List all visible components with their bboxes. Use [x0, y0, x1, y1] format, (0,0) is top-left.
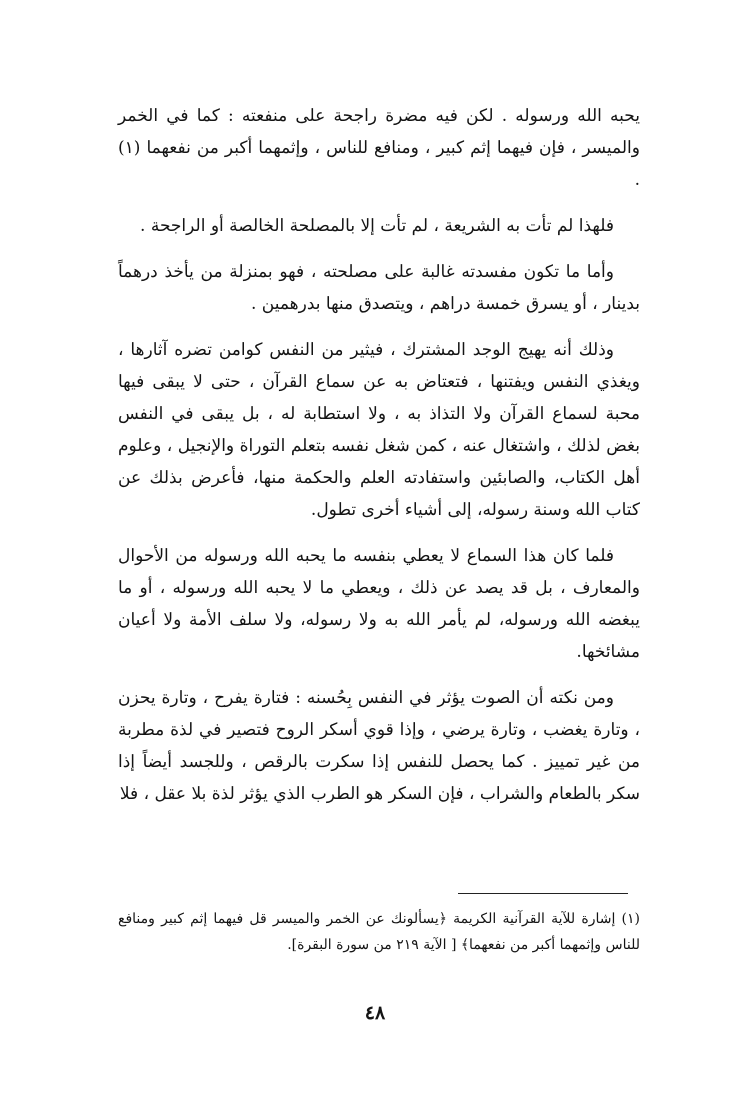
- paragraph-5: فلما كان هذا السماع لا يعطي بنفسه ما يحبه الله ورسوله من الأحوال والمعارف ، بل قد يصد عن ذلك ، ويعطي ما لا يحبه الله ورسوله ، أو ما يبغضه الله ورسوله، لم يأمر الله به ولا رسوله، ولا سلف الأمة ولا أعيان مشائخها.: [118, 546, 640, 662]
- paragraph-2: فلهذا لم تأت به الشريعة ، لم تأت إلا بالمصلحة الخالصة أو الراجحة .: [140, 216, 614, 236]
- paragraph-3: وأما ما تكون مفسدته غالبة على مصلحته ، فهو بمنزلة من يأخذ درهماً بدينار ، أو يسرق خمسة دراهم ، ويتصدق منها بدرهمين .: [118, 262, 640, 314]
- page-number: ٤٨: [364, 1002, 386, 1024]
- paragraph-4: وذلك أنه يهيج الوجد المشترك ، فيثير من النفس كوامن تضره آثارها ، ويغذي النفس ويفتنها ، فتعتاض به عن سماع القرآن ، حتى لا يبقى فيها محبة لسماع القرآن ولا التذاذ به ، ولا استطابة له ، بل يبقى في النفس بغض لذلك ، واشتغال عنه ، كمن شغل نفسه بتعلم التوراة والإنجيل ، وعلوم أهل الكتاب، والصابئين واستفادته العلم والحكمة منها، فأعرض بذلك عن كتاب الله وسنة رسوله، إلى أشياء أخرى تطول.: [118, 340, 640, 520]
- paragraph-6: ومن نكته أن الصوت يؤثر في النفس بِحُسنه : فتارة يفرح ، وتارة يحزن ، وتارة يغضب ، وتارة يرضي ، وإذا قوي أسكر الروح فتصير في لذة مطربة من غير تمييز . كما يحصل للنفس إذا سكرت بالرقص ، وللجسد أيضاً إذا سكر بالطعام والشراب ، فإن السكر هو الطرب الذي يؤثر لذة بلا عقل ، فلا: [118, 688, 640, 804]
- body-text: [118, 100, 640, 824]
- paragraph-1: يحبه الله ورسوله . لكن فيه مضرة راجحة على منفعته : كما في الخمر والميسر ، فإن فيهما إثم كبير ، ومنافع للناس ، وإثمهما أكبر من نفعهما (١) .: [118, 106, 640, 190]
- footnote-separator: [458, 893, 628, 894]
- footnote: [118, 906, 640, 958]
- footnote-text: (١) إشارة للآية القرآنية الكريمة ﴿يسألونك عن الخمر والميسر قل فيهما إثم كبير ومنافع للناس وإثمهما أكبر من نفعهما﴾ [ الآية ٢١٩ من سورة البقرة].: [118, 911, 640, 953]
